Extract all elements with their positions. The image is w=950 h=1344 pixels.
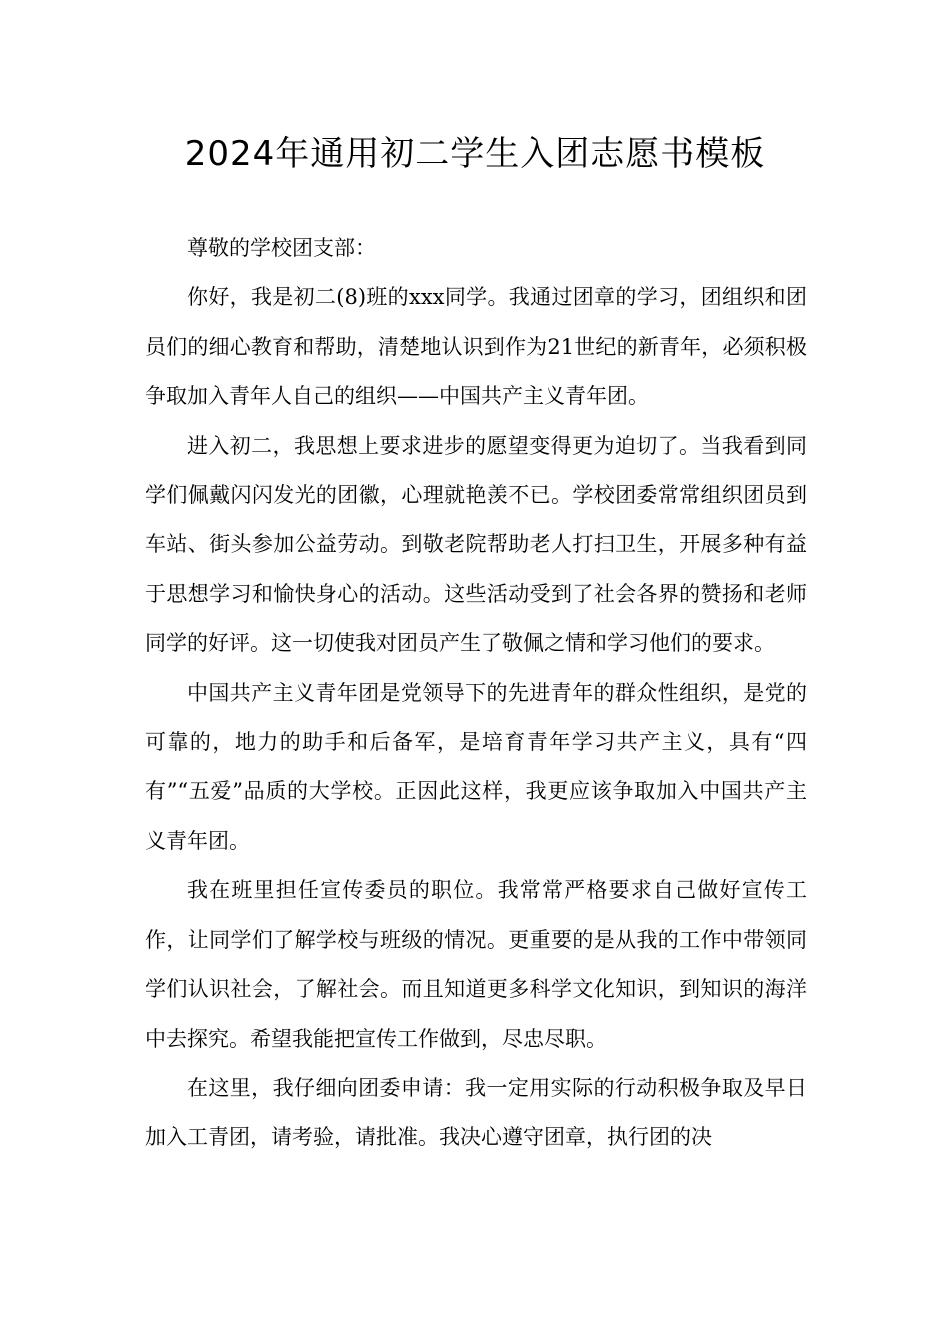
paragraph-application: 在这里，我仔细向团委申请：我一定用实际的行动积极争取及早日加入工青团，请考验，请批准。我决心遵守团章，执行团的决	[145, 1075, 807, 1150]
paragraph-league-description: 中国共产主义青年团是党领导下的先进青年的群众性组织，是党的可靠的，地力的助手和后备军，是培育青年学习共产主义，具有“四有”“五爱”品质的大学校。正因此这样，我更应该争取加入中国共产主义青年团。	[145, 680, 807, 853]
paragraph-motivation: 进入初二，我思想上要求进步的愿望变得更为迫切了。当我看到同学们佩戴闪闪发光的团徽，心理就艳羡不已。学校团委常常组织团员到车站、街头参加公益劳动。到敬老院帮助老人打扫卫生，开展多种有益于思想学习和愉快身心的活动。这些活动受到了社会各界的赞扬和老师同学的好评。这一切使我对团员产生了敬佩之情和学习他们的要求。	[145, 433, 807, 656]
salutation: 尊敬的学校团支部：	[187, 236, 376, 260]
document-title: 2024年通用初二学生入团志愿书模板	[184, 134, 766, 174]
document-body	[145, 224, 807, 1163]
paragraph-intro: 你好，我是初二(8)班的xxx同学。我通过团章的学习，团组织和团员们的细心教育和帮助，清楚地认识到作为21世纪的新青年，必须积极争取加入青年人自己的组织——中国共产主义青年团。	[145, 285, 807, 409]
paragraph-class-role: 我在班里担任宣传委员的职位。我常常严格要求自己做好宣传工作，让同学们了解学校与班级的情况。更重要的是从我的工作中带领同学们认识社会，了解社会。而且知道更多科学文化知识，到知识的海洋中去探究。希望我能把宣传工作做到，尽忠尽职。	[145, 878, 807, 1051]
